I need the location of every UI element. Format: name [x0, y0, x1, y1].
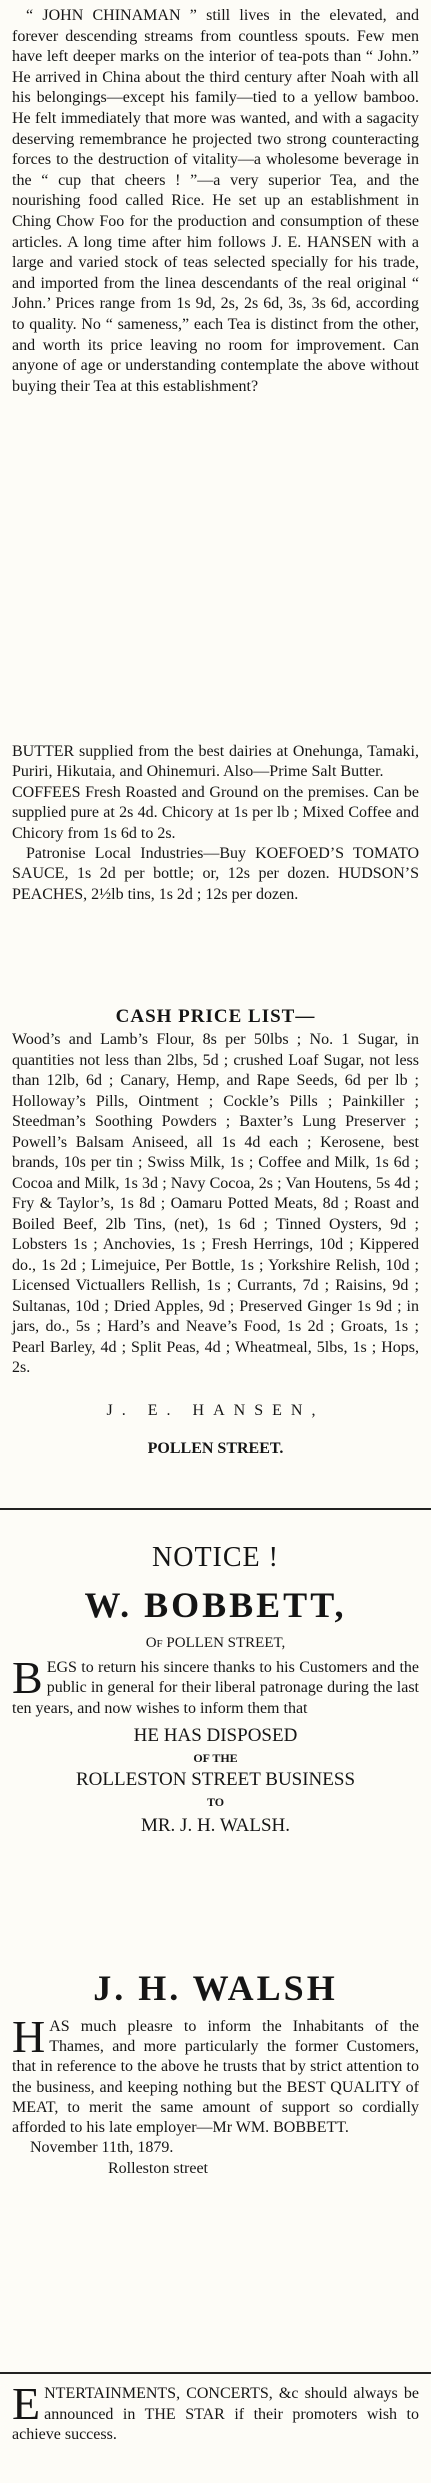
hansen-address: POLLEN STREET. — [147, 1439, 284, 1457]
hansen-signature: J. E. HANSEN, — [106, 1401, 325, 1419]
tea-ad-text: “ JOHN CHINAMAN ” still lives in the elevated, and forever descending streams from countless spouts. Few men have left deeper marks on the interior of tea-pots than “ John.” He arrived in China about the third century after Noah with all his belongings—except his family—tied to a yellow bamboo. He felt immediately that more was wanted, and with a sagacity deserving remembrance he projected two strong counteracting forces to the destruction of vitality—a wholesome beverage in the “ cup that cheers ! ”—a very superior Tea, and the nourishing food called Rice. He set up an establishment in Ching Chow Foo for the production and consumption of these articles. A long time after him follows J. E. HANSEN with a large and varied stock of teas selected specially for his trade, and imported from the linea descendants of the real original “ John.’ Prices range from 1s 9d, 2s, 2s 6d, 3s, 3s 6d, according to quality. No “ sameness,” each Tea is distinct from the other, and worth its price leaving no room for improvement. Can anyone of age or understanding contemplate the above without buying their Tea at this establishment? — [12, 7, 419, 395]
divider-1 — [0, 1508, 431, 1510]
entertainments-notice — [12, 2378, 419, 2446]
recipient: MR. J. H. WALSH. — [140, 1815, 291, 1837]
dropcap-b: B — [12, 1652, 43, 1703]
butter-coffee-advertisement — [12, 742, 419, 905]
coffees-text: COFFEES Fresh Roasted and Ground on the premises. Can be supplied pure at 2s 4d. Chicory at 1s per lb ; Mixed Coffee and Chicory from 1s 6d to 2s. — [12, 783, 419, 842]
butter-text: BUTTER supplied from the best dairies at Onehunga, Tamaki, Puriri, Hikutaia, and Ohinemuri. Also—Prime Salt Butter. — [12, 743, 419, 781]
bobbett-notice — [12, 1520, 419, 1839]
bobbett-name: W. BOBBETT, — [84, 1585, 347, 1625]
notice-body: EGS to return his sincere thanks to his Customers and the public in general for their liberal patronage during the last ten years, and now wishes to inform them that — [12, 1659, 419, 1717]
price-list-heading: CASH PRICE LIST— — [115, 1006, 316, 1027]
patronise-text: Patronise Local Industries—Buy KOEFOED’S TOMATO SAUCE, 1s 2d per bottle; or, 12s per dozen. HUDSON’S PEACHES, 2½lb tins, 1s 2d ; 12s per dozen. — [12, 845, 419, 903]
of-pollen-street: Of POLLEN STREET, — [145, 1635, 286, 1651]
walsh-location: Rolleston street — [108, 2159, 208, 2177]
cash-price-list — [12, 1004, 419, 1459]
dropcap-e: E — [12, 2378, 41, 2429]
notice-title: NOTICE ! — [152, 1542, 279, 1573]
price-list-body: Wood’s and Lamb’s Flour, 8s per 50lbs ; No. 1 Sugar, in quantities not less than 2lbs, 5d ; crushed Loaf Sugar, not less than 12lb, 6d ; Canary, Hemp, and Rape Seeds, 6d per lb ; Holloway’s Pills, Ointment ; Cockle’s Pills ; Painkiller ; Steedman’s Soothing Powders ; Baxter’s Lung Preserver ; Powell’s Balsam Aniseed, all 1s 4d each ; Kerosene, best brands, 10s per tin ; Swiss Milk, 1s ; Coffee and Milk, 1s 6d ; Cocoa and Milk, 1s 3d ; Navy Cocoa, 2s ; Van Houtens, 5s 4d ; Fry & Taylor’s, 1s 8d ; Oamaru Potted Meats, 8d ; Roast and Boiled Beef, 2lb Tins, (net), 1s 6d ; Tinned Oysters, 9d ; Lobsters 1s ; Anchovies, 1s ; Fresh Herrings, 10d ; Kippered do., 1s 2d ; Limejuice, Per Bottle, 1s ; Yorkshire Relish, 10d ; Licensed Victuallers Rellish, 1s ; Currants, 7d ; Raisins, 9d ; Sultanas, 10d ; Dried Apples, 9d ; Preserved Ginger 1s 9d ; in jars, do., 5s ; Hard’s and Neave’s Food, 1s 2d ; Groats, 1s ; Pearl Barley, 4d ; Split Peas, 4d ; Wheatmeal, 5lbs, 1s ; Hops, 2s. — [12, 1031, 419, 1376]
of-the: OF THE — [193, 1751, 238, 1766]
has-disposed: HE HAS DISPOSED — [133, 1725, 298, 1747]
walsh-date: November 11th, 1879. — [30, 2139, 174, 2157]
entertainments-body: NTERTAINMENTS, CONCERTS, &c should always be announced in THE STAR if their promoters wish to achieve success. — [12, 2385, 419, 2444]
walsh-notice — [12, 1965, 419, 2179]
rolleston-business: ROLLESTON STREET BUSINESS — [75, 1769, 356, 1791]
divider-2 — [0, 2372, 431, 2374]
dropcap-h: H — [12, 2011, 46, 2062]
walsh-name: J. H. WALSH — [93, 1968, 338, 2008]
tea-advertisement — [12, 6, 419, 397]
walsh-body: AS much pleasre to inform the Inhabitants of the Thames, and more particularly the former Customers, that in reference to the above he trusts that by strict attention to the business, and keeping nothing but the BEST QUALITY of MEAT, to merit the same amount of support so cordially afforded to his late employer—Mr WM. BOBBETT. — [12, 2018, 419, 2137]
to-label: TO — [206, 1795, 225, 1810]
